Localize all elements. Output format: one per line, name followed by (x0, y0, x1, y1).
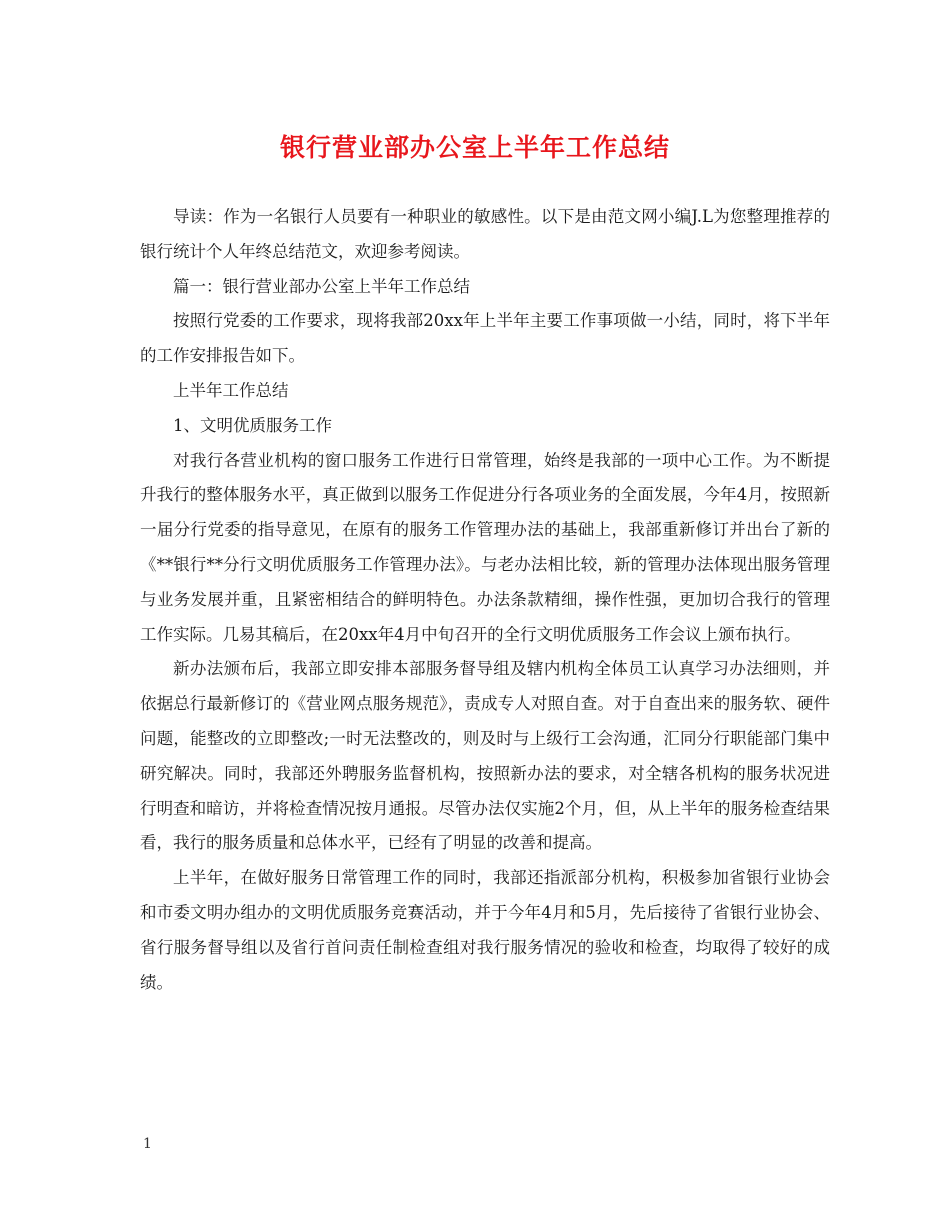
document-body (140, 200, 830, 1000)
body-paragraph: 对我行各营业机构的窗口服务工作进行日常管理，始终是我部的一项中心工作。为不断提升我行的整体服务水平，真正做到以服务工作促进分行各项业务的全面发展，今年4月，按照新一届分行党委的指导意见，在原有的服务工作管理办法的基础上，我部重新修订并出台了新的《**银行**分行文明优质服务工作管理办法》。与老办法相比较，新的管理办法体现出服务管理与业务发展并重，且紧密相结合的鲜明特色。办法条款精细，操作性强，更加切合我行的管理工作实际。几易其稿后，在20xx年4月中旬召开的全行文明优质服务工作会议上颁布执行。 (140, 450, 830, 644)
body-paragraph: 新办法颁布后，我部立即安排本部服务督导组及辖内机构全体员工认真学习办法细则，并依据总行最新修订的《营业网点服务规范》，责成专人对照自查。对于自查出来的服务软、硬件问题，能整改的立即整改;一时无法整改的，则及时与上级行工会沟通，汇同分行职能部门集中研究解决。同时，我部还外聘服务监督机构，按照新办法的要求，对全辖各机构的服务状况进行明查和暗访，并将检查情况按月通报。尽管办法仅实施2个月，但，从上半年的服务检查结果看，我行的服务质量和总体水平，已经有了明显的改善和提高。 (140, 659, 830, 853)
body-paragraph: 按照行党委的工作要求，现将我部20xx年上半年主要工作事项做一小结，同时，将下半年的工作安排报告如下。 (140, 311, 830, 366)
section-heading: 篇一：银行营业部办公室上半年工作总结 (173, 276, 470, 296)
item-heading: 1、文明优质服务工作 (173, 415, 332, 435)
body-paragraph: 上半年，在做好服务日常管理工作的同时，我部还指派部分机构，积极参加省银行业协会和市委文明办组办的文明优质服务竞赛活动，并于今年4月和5月，先后接待了省银行业协会、省行服务督导组以及省行首问责任制检查组对我行服务情况的验收和检查，均取得了较好的成绩。 (140, 868, 830, 992)
intro-paragraph: 导读：作为一名银行人员要有一种职业的敏感性。以下是由范文网小编J.L为您整理推荐的银行统计个人年终总结范文，欢迎参考阅读。 (140, 207, 830, 261)
document-title: 银行营业部办公室上半年工作总结 (279, 133, 670, 162)
subsection-heading: 上半年工作总结 (173, 380, 289, 400)
page-number: 1 (143, 1136, 152, 1152)
